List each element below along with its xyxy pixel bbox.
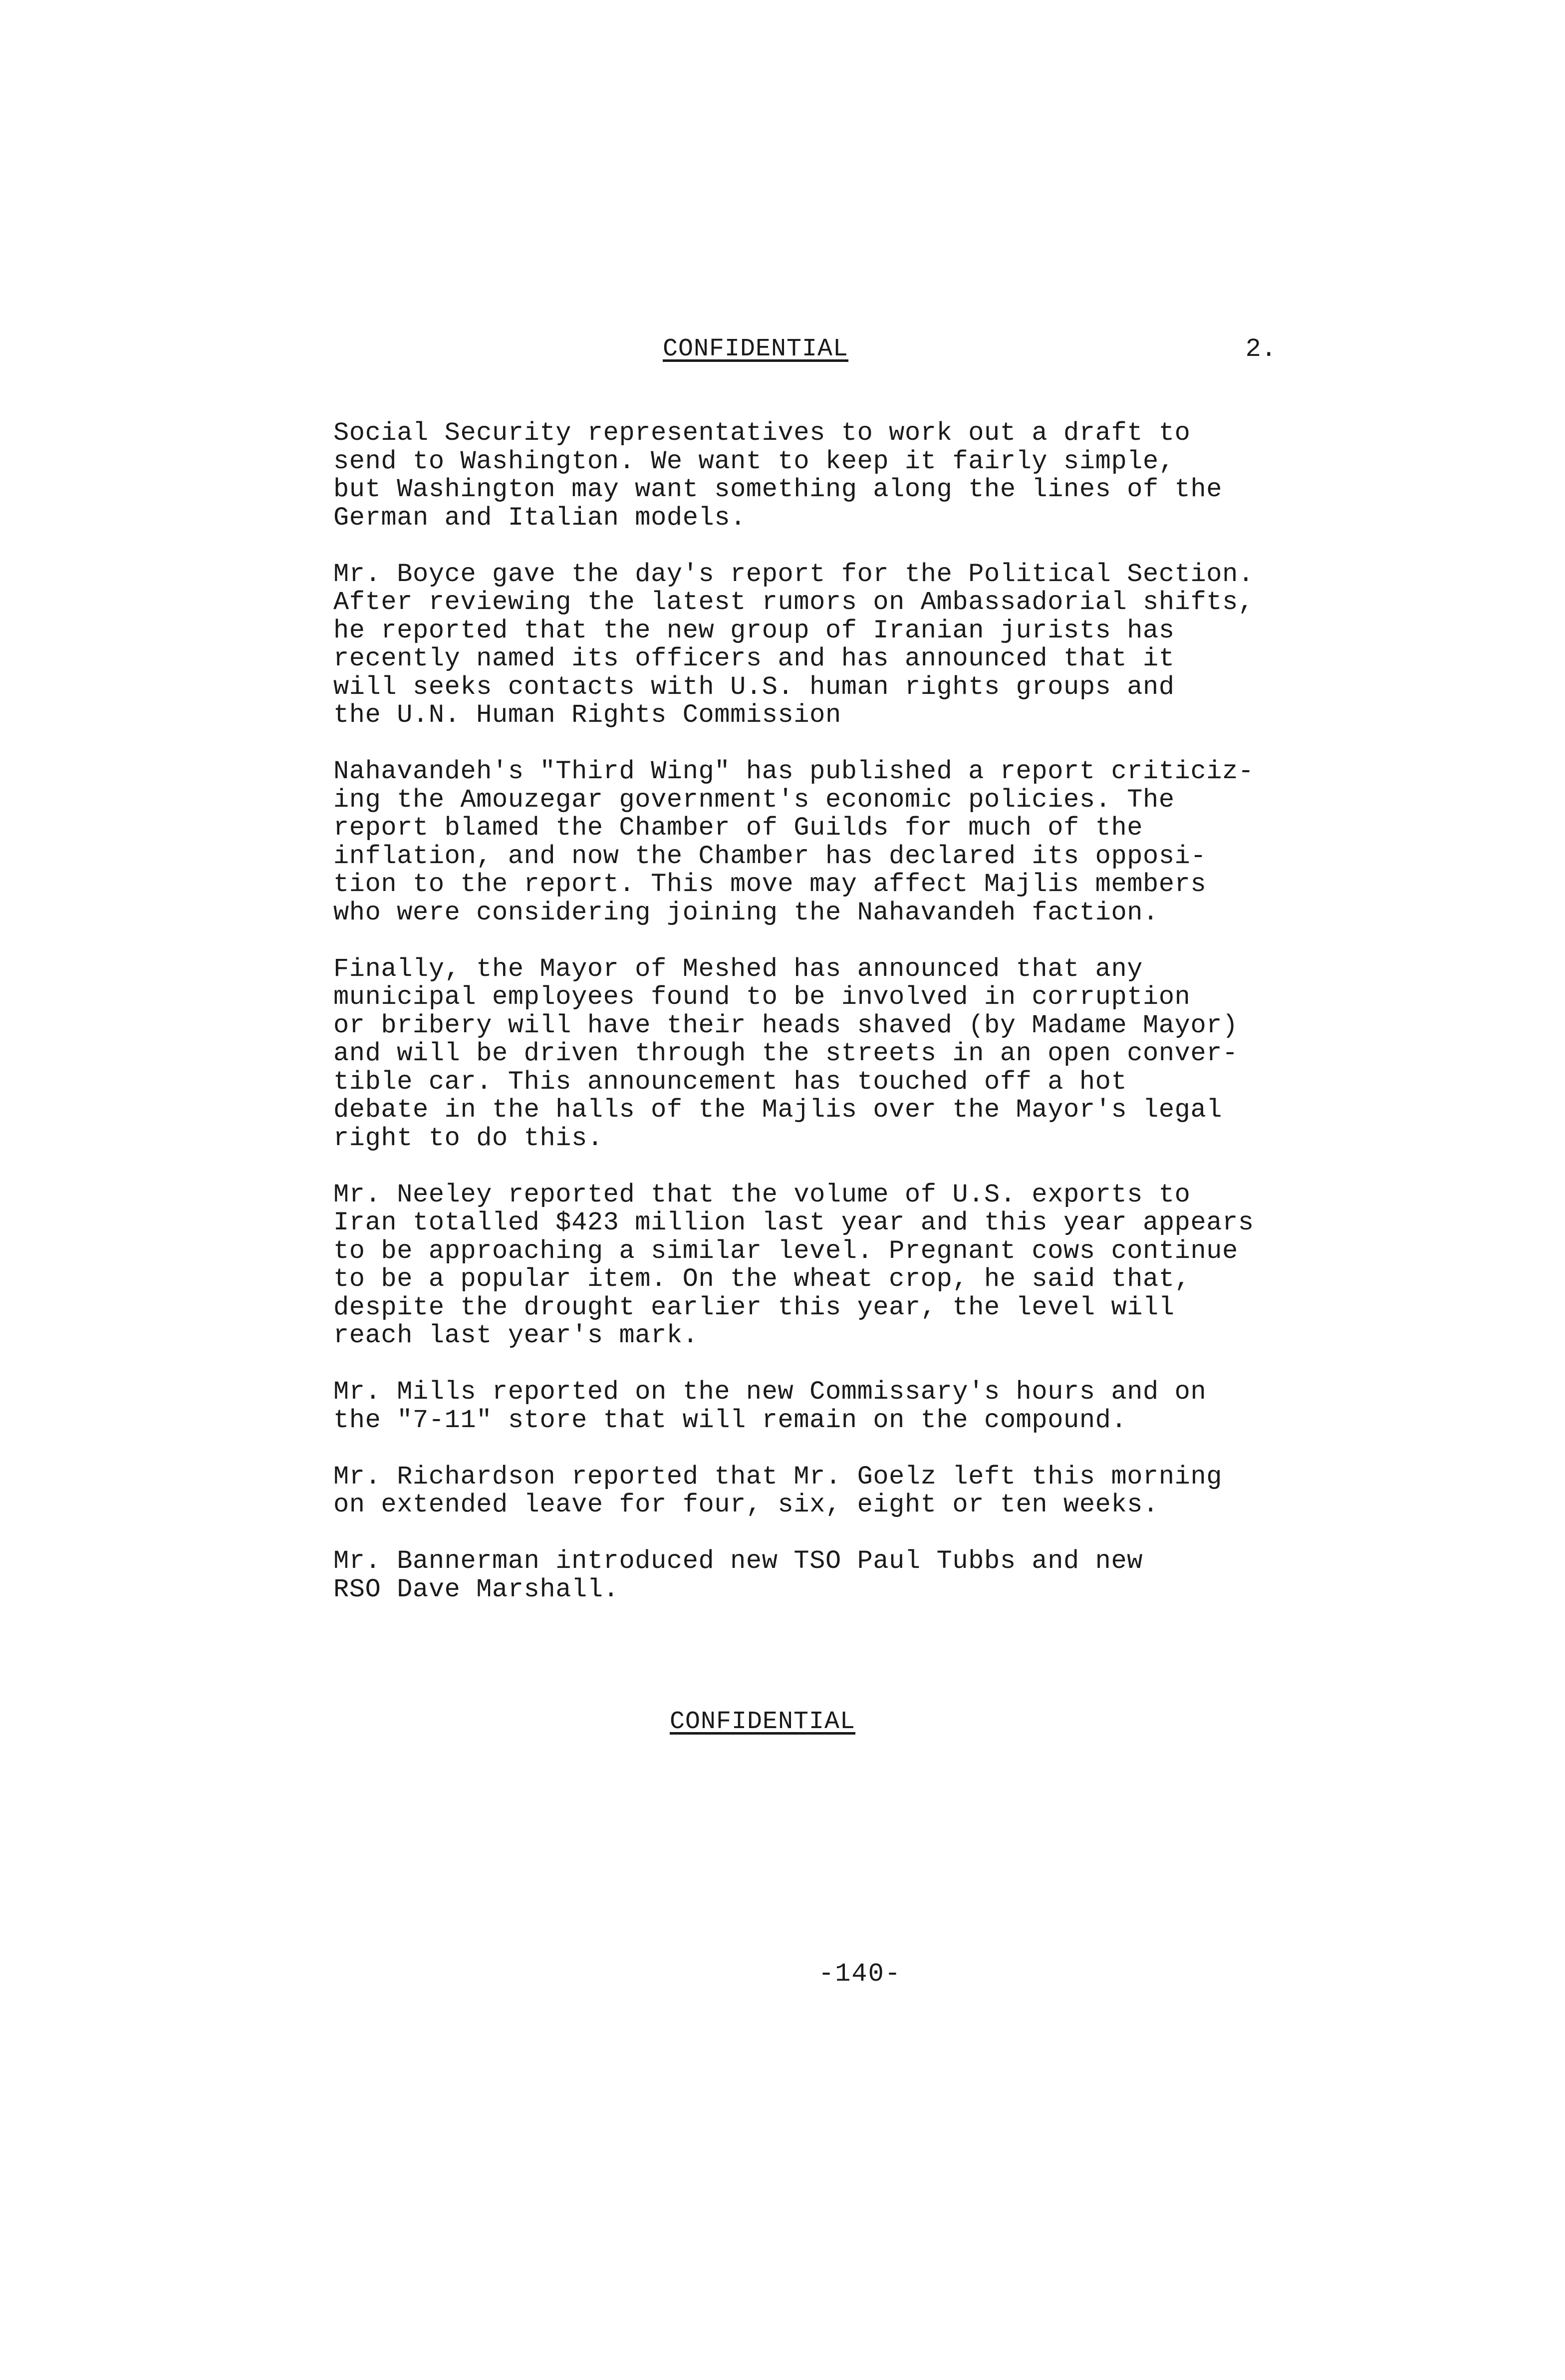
page-number: 2. [1245, 334, 1277, 364]
page-header [663, 332, 1277, 372]
paragraph-introductions: Mr. Bannerman introduced new TSO Paul Tubbs and new RSO Dave Marshall. [333, 1546, 1143, 1604]
paragraph-mayor-of-meshed: Finally, the Mayor of Meshed has announced that any municipal employees found to be involved in corruption or bribery will have their heads shaved (by Madame Mayor) and will be driven through the streets in an open conver- tible car. This announcement has touched off a hot debate in the halls of the Majlis over the Mayor's legal right to do this. [333, 954, 1238, 1153]
paragraph-political-section: Mr. Boyce gave the day's report for the Political Section. After reviewing the latest rumors on Ambassadorial shifts, he reported that the new group of Iranian jurists has recently named its officers and has announced that it will seeks contacts with U.S. human rights groups and the U.N. Human Rights Commission [333, 559, 1254, 730]
folio-number: -140- [818, 1959, 902, 1989]
paragraph-social-security: Social Security representatives to work out a draft to send to Washington. We want to keep it fairly simple, but Washington may want something along the lines of the German and Italian models. [333, 418, 1223, 533]
paragraph-commissary: Mr. Mills reported on the new Commissary's hours and on the "7-11" store that will remain on the compound. [333, 1377, 1207, 1435]
header-classification-marking: CONFIDENTIAL [663, 335, 849, 363]
paragraph-leave: Mr. Richardson reported that Mr. Goelz left this morning on extended leave for four, six, eight or ten weeks. [333, 1462, 1223, 1519]
footer-classification-marking: CONFIDENTIAL [670, 1708, 856, 1736]
paragraph-third-wing: Nahavandeh's "Third Wing" has published a report criticiz- ing the Amouzegar government's economic policies. The report blamed the Chamber of Guilds for much of the inflation, and now the Chamber has declared its opposi- tion to the report. This move may affect Majlis members who were considering joining the Nahavandeh faction. [333, 757, 1254, 927]
document-body [333, 419, 1331, 1604]
paragraph-exports: Mr. Neeley reported that the volume of U.S. exports to Iran totalled $423 million last year and this year appears to be approaching a similar level. Pregnant cows continue to be a popular item. On the wheat crop, he said that, despite the drought earlier this year, the level will reach last year's mark. [333, 1180, 1254, 1350]
